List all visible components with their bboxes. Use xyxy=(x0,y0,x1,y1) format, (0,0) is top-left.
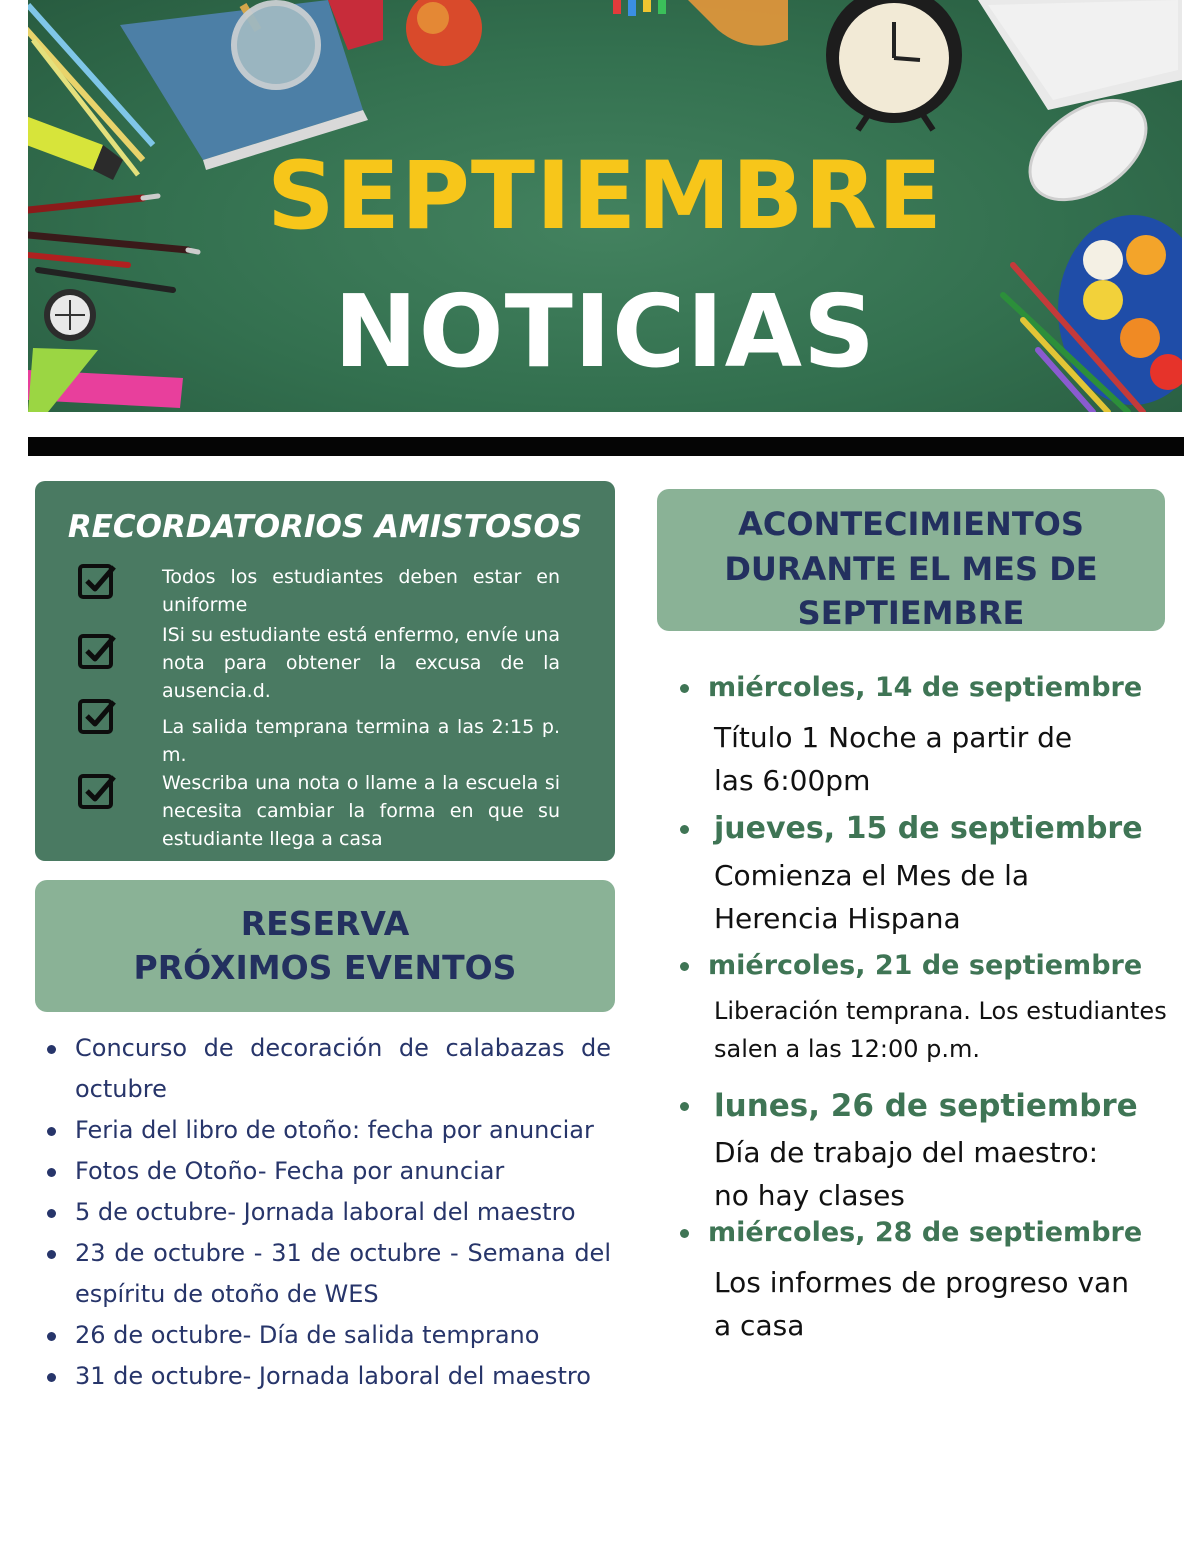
event-item xyxy=(680,1085,1180,1217)
event-date: miércoles, 21 de septiembre xyxy=(680,946,1180,986)
reminder-item: La salida temprana termina a las 2:15 p. m. xyxy=(162,716,560,766)
keyboard-decoration xyxy=(978,0,1182,110)
list-item: Feria del libro de otoño: fecha por anunciar xyxy=(45,1110,611,1151)
reminders-panel xyxy=(35,481,615,861)
events-heading-line: ACONTECIMIENTOS xyxy=(738,505,1084,543)
event-date: jueves, 15 de septiembre xyxy=(680,808,1180,850)
magnifier-decoration xyxy=(234,3,318,87)
event-date: lunes, 26 de septiembre xyxy=(680,1085,1180,1127)
september-events-header xyxy=(657,489,1165,631)
protractor-decoration xyxy=(688,0,788,46)
reminder-item: ISi su estudiante está enfermo, envíe una nota para obtener la excusa de la ausencia.d. xyxy=(162,624,560,702)
event-item xyxy=(680,1213,1180,1347)
checkbox-checked-icon xyxy=(77,631,117,671)
reminders-heading: RECORDATORIOS AMISTOSOS xyxy=(67,509,583,545)
event-item xyxy=(680,946,1180,1068)
section-divider xyxy=(28,437,1184,456)
checkbox-checked-icon xyxy=(77,561,117,601)
banner-title-news: NOTICIAS xyxy=(333,273,877,390)
list-item: 23 de octubre - 31 de octubre - Semana del espíritu de otoño de WES xyxy=(45,1233,611,1315)
event-date: miércoles, 14 de septiembre xyxy=(680,668,1180,708)
events-heading-line: SEPTIEMBRE xyxy=(797,594,1025,632)
upcoming-events-list xyxy=(45,1028,611,1397)
list-item: 26 de octubre- Día de salida temprano xyxy=(45,1315,611,1356)
header-banner xyxy=(28,0,1182,412)
event-description: Comienza el Mes de la Herencia Hispana xyxy=(714,859,1030,935)
banner-title-month: SEPTIEMBRE xyxy=(267,142,943,251)
upcoming-heading-line1: RESERVA xyxy=(240,904,410,943)
event-description: Los informes de progreso van a casa xyxy=(714,1266,1129,1342)
upcoming-heading-line2: PRÓXIMOS EVENTOS xyxy=(133,948,517,987)
crayons-decoration xyxy=(613,0,666,16)
upcoming-events-header xyxy=(35,880,615,1012)
apple-decoration xyxy=(406,0,482,66)
reminder-item: Wescriba una nota o llame a la escuela si necesita cambiar la forma en que su estudiante llega a casa xyxy=(162,772,560,850)
event-description: Liberación temprana. Los estudiantes salen a las 12:00 p.m. xyxy=(714,997,1167,1063)
list-item: 5 de octubre- Jornada laboral del maestro xyxy=(45,1192,611,1233)
event-description: Título 1 Noche a partir de las 6:00pm xyxy=(714,721,1073,797)
event-date: miércoles, 28 de septiembre xyxy=(680,1213,1180,1253)
event-item xyxy=(680,668,1180,802)
list-item: 31 de octubre- Jornada laboral del maestro xyxy=(45,1356,611,1397)
checkbox-checked-icon xyxy=(77,696,117,736)
reminder-item: Todos los estudiantes deben estar en uniforme xyxy=(162,566,560,616)
event-description: Día de trabajo del maestro: no hay clases xyxy=(714,1136,1099,1212)
list-item: Fotos de Otoño- Fecha por anunciar xyxy=(45,1151,611,1192)
event-item xyxy=(680,808,1180,940)
events-heading-line: DURANTE EL MES DE xyxy=(724,550,1098,588)
list-item: Concurso de decoración de calabazas de octubre xyxy=(45,1028,611,1110)
checkbox-checked-icon xyxy=(77,771,117,811)
alarm-clock-decoration xyxy=(826,0,962,130)
